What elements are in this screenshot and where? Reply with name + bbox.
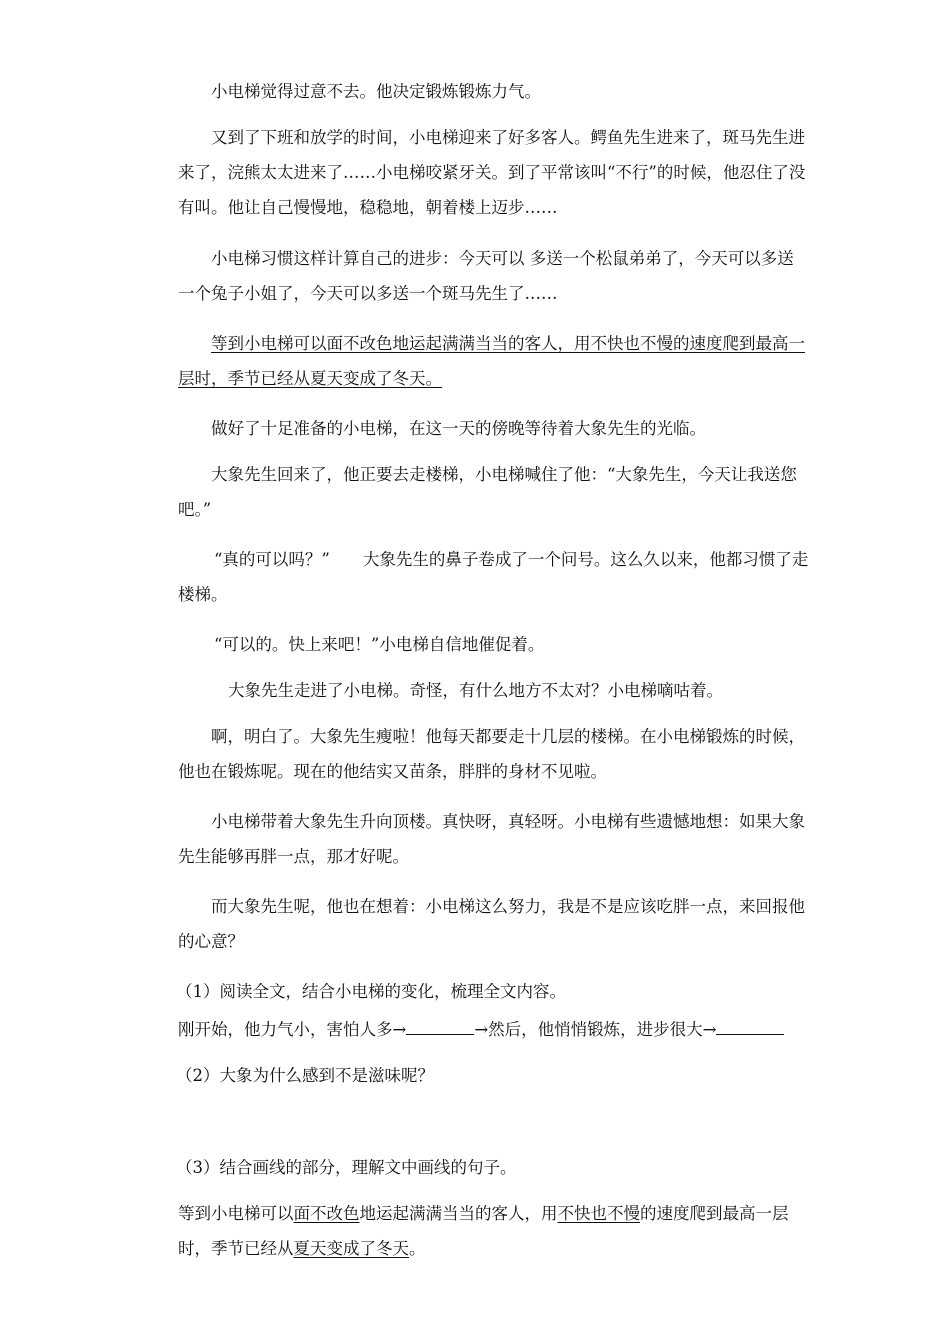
question-3-sentence	[178, 1196, 810, 1266]
arrow-icon: →	[392, 1020, 407, 1039]
paragraph-6: 大象先生回来了，他正要去走楼梯，小电梯喊住了他：“大象先生，今天让我送您吧。”	[178, 465, 797, 519]
paragraph-1: 小电梯觉得过意不去。他决定锻炼锻炼力气。	[211, 82, 541, 101]
paragraph-11: 小电梯带着大象先生升向顶楼。真快呀，真轻呀。小电梯有些遗憾地想：如果大象先生能够再胖一点，那才好呢。	[178, 812, 805, 866]
paragraph-8: “可以的。快上来吧！”小电梯自信地催促着。	[214, 635, 545, 654]
arrow-icon: →	[702, 1020, 717, 1039]
question-2-title: （2）大象为什么感到不是滋味呢？	[176, 1066, 434, 1085]
q1-stage-1: 刚开始，他力气小，害怕人多	[178, 1020, 393, 1039]
underlined-phrase-2: 不快也不慢	[557, 1204, 640, 1223]
paragraph-9: 大象先生走进了小电梯。奇怪，有什么地方不太对？小电梯嘀咕着。	[228, 681, 723, 700]
paragraph-2: 又到了下班和放学的时间，小电梯迎来了好多客人。鳄鱼先生进来了，斑马先生进来了，浣熊太太进来了……小电梯咬紧牙关。到了平常该叫“不行”的时候，他忍住了没有叫。他让自己慢慢地，稳稳地，朝着楼上迈步……	[178, 128, 806, 217]
paragraph-7: “真的可以吗？” 大象先生的鼻子卷成了一个问号。这么久以来，他都习惯了走楼梯。	[178, 550, 809, 604]
question-1-title: （1）阅读全文，结合小电梯的变化，梳理全文内容。	[176, 982, 566, 1001]
sentence-part: 地运起满满当当的客人，用	[359, 1204, 558, 1223]
arrow-icon: →	[474, 1020, 489, 1039]
sentence-part: 。	[409, 1239, 426, 1258]
underlined-phrase-1: 面不改色	[293, 1204, 360, 1223]
answer-blank-2[interactable]	[716, 1033, 784, 1035]
paragraph-5: 做好了十足准备的小电梯，在这一天的傍晚等待着大象先生的光临。	[211, 419, 706, 438]
underlined-passage: 等到小电梯可以面不改色地运起满满当当的客人，用不快也不慢的速度爬到最高一层时，季节已经从夏天变成了冬天。	[178, 334, 805, 388]
sentence-part: 的速度爬到最高一层时，季节已经从	[178, 1204, 789, 1258]
answer-blank-1[interactable]	[406, 1033, 474, 1035]
q1-stage-2: 然后，他悄悄锻炼，进步很大	[488, 1020, 703, 1039]
paragraph-12: 而大象先生呢，他也在想着：小电梯这么努力，我是不是应该吃胖一点，来回报他的心意？	[178, 897, 805, 951]
paragraph-3: 小电梯习惯这样计算自己的进步：今天可以 多送一个松鼠弟弟了，今天可以多送一个兔子小姐了，今天可以多送一个斑马先生了……	[178, 249, 794, 303]
paragraph-10: 啊，明白了。大象先生瘦啦！他每天都要走十几层的楼梯。在小电梯锻炼的时候，他也在锻炼呢。现在的他结实又苗条，胖胖的身材不见啦。	[178, 727, 805, 781]
question-3-title: （3）结合画线的部分，理解文中画线的句子。	[176, 1158, 517, 1177]
sentence-part: 等到小电梯可以	[178, 1204, 294, 1223]
question-1-flow	[178, 1012, 810, 1047]
underlined-phrase-3: 夏天变成了冬天	[293, 1239, 409, 1258]
